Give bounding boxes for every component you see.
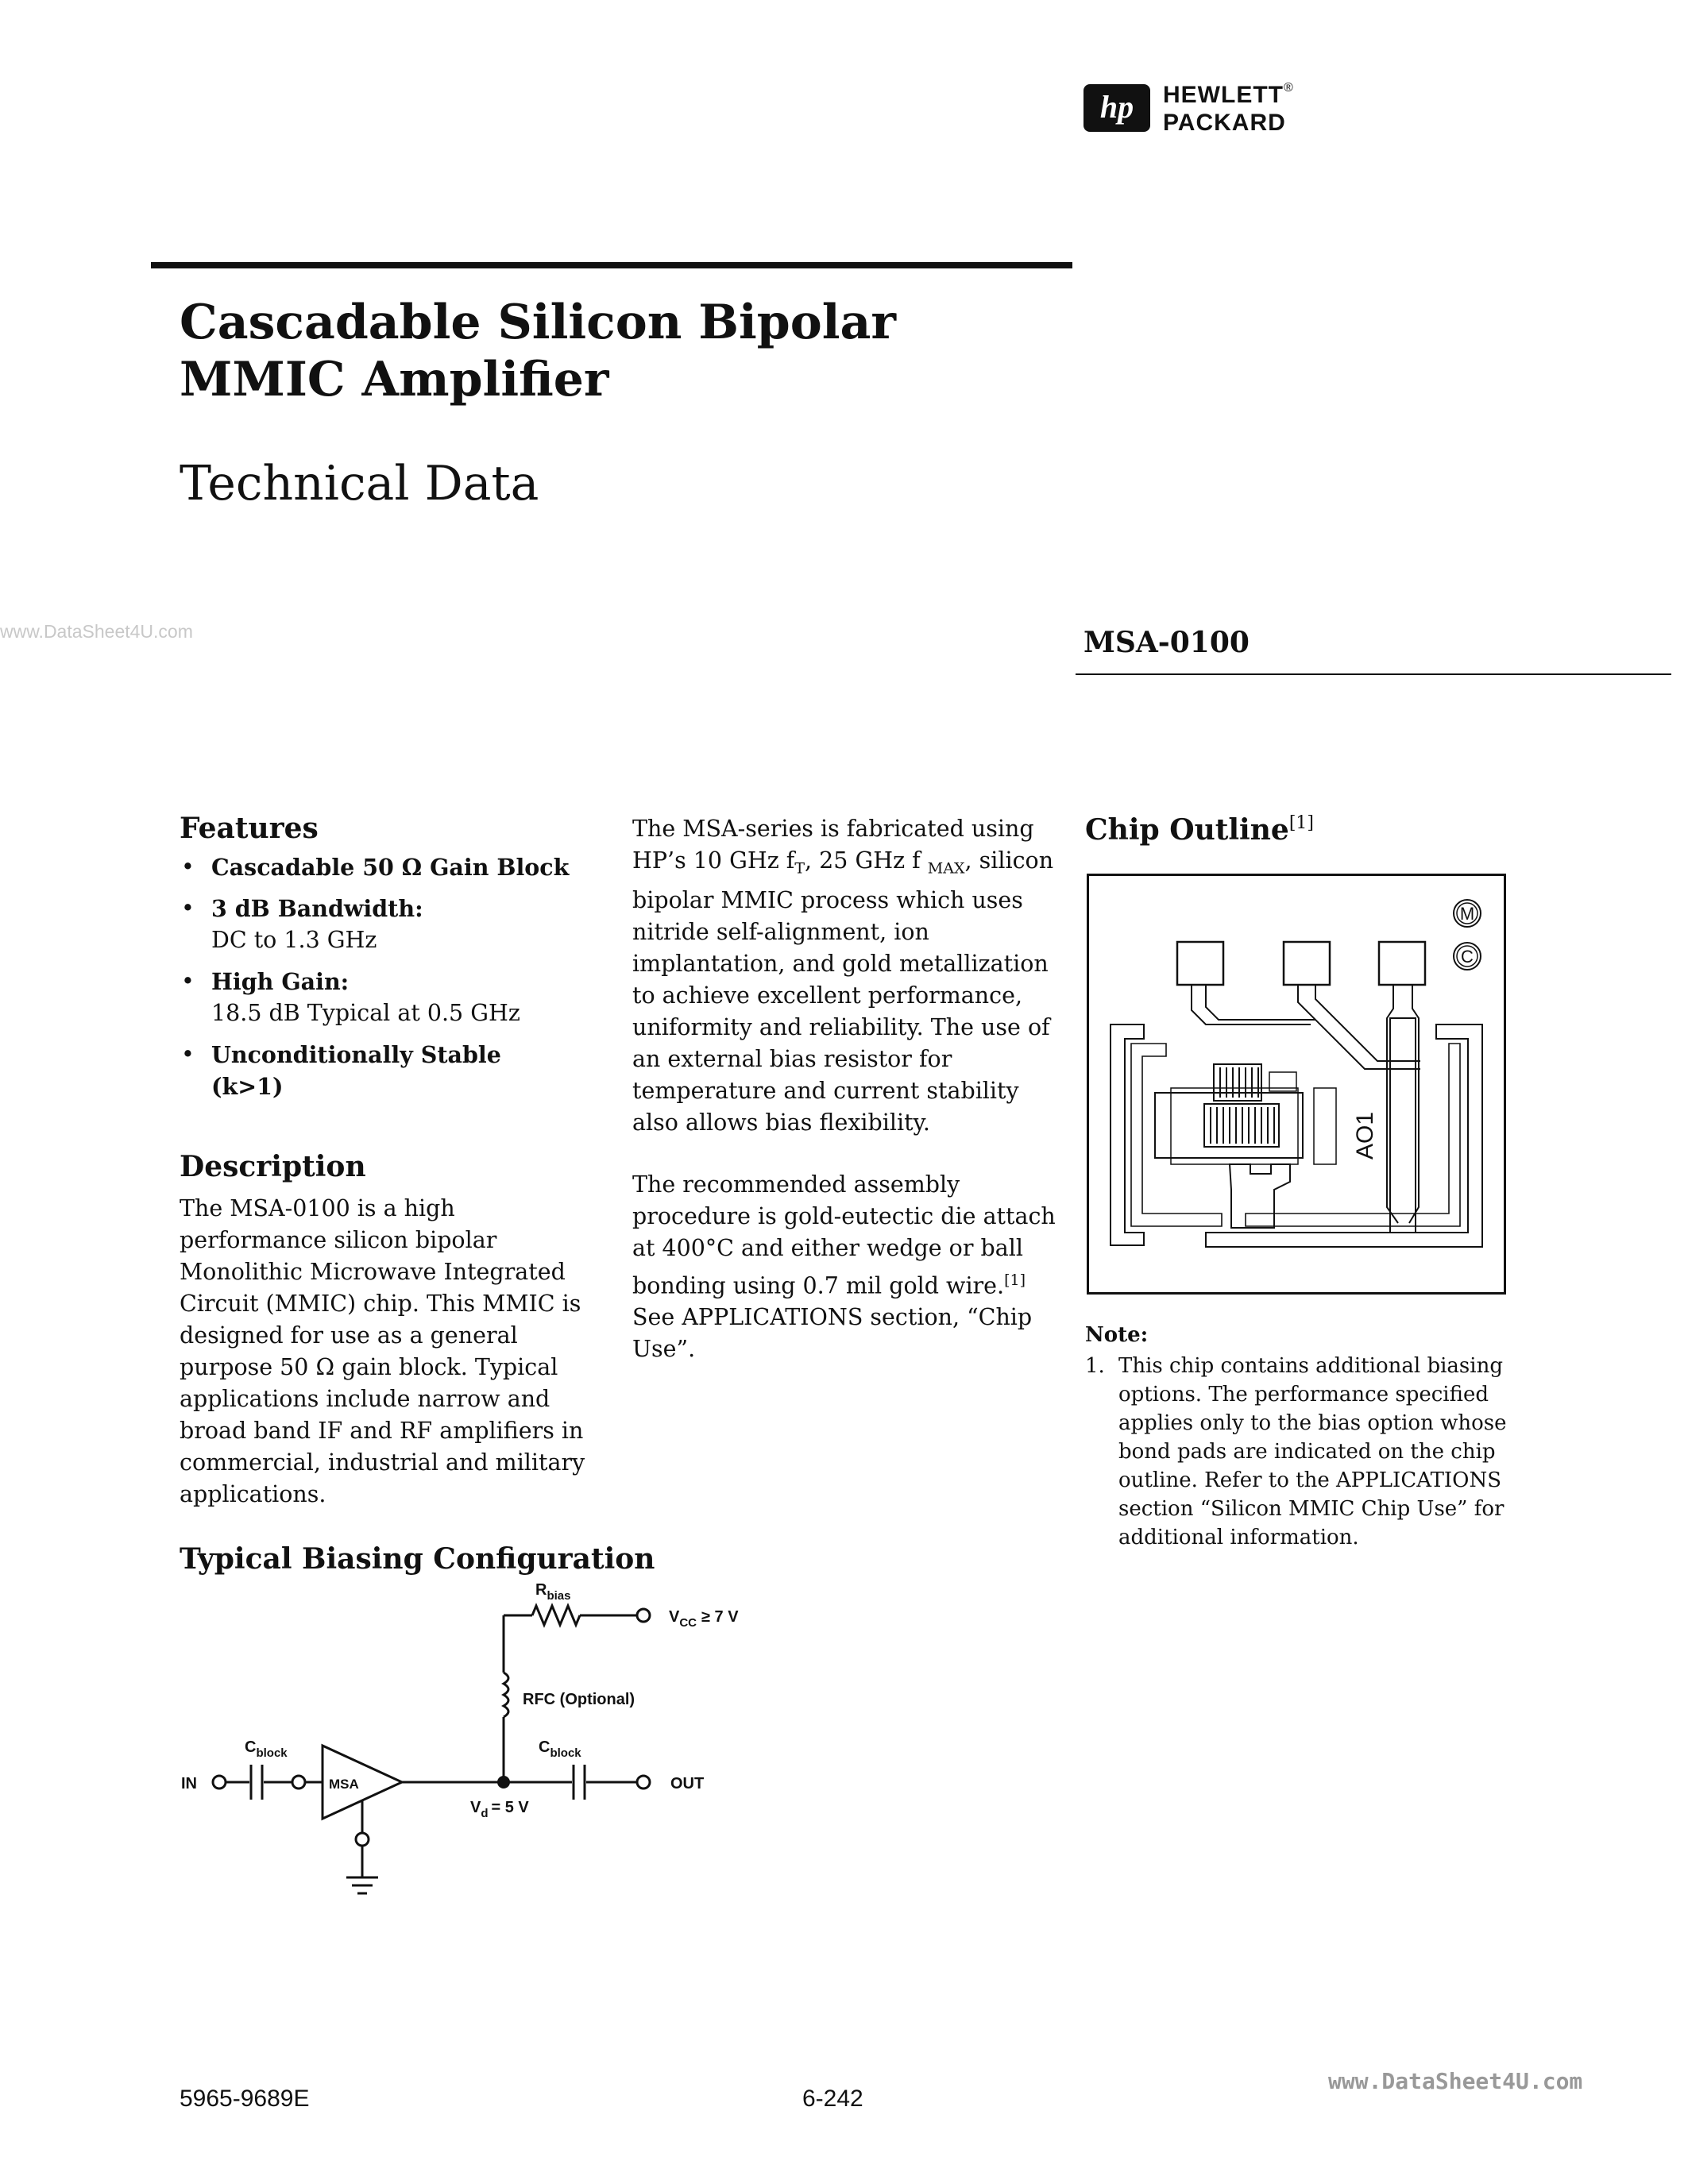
amp-label: MSA [329,1777,359,1792]
note-item [1085,1352,1514,1552]
rbias-label: $R_{bias}$ [535,1581,571,1603]
hp-logo [1083,79,1346,143]
reference-mark: [1] [1288,813,1314,833]
description-heading: Description [180,1150,366,1183]
bullet: • [181,1041,195,1067]
chip-mark-c: C [1461,947,1474,967]
part-number-rule [1076,673,1671,675]
rbias-resistor [532,1606,580,1625]
document-title [180,294,896,408]
feature-item [180,851,608,883]
watermark-left: www.DataSheet4U.com [0,621,193,642]
feature-main: 3 dB Bandwidth: [211,895,423,922]
document-subtitle: Technical Data [180,456,539,511]
brand-name-line2: PACKARD [1163,110,1286,136]
brand-name-line1: HEWLETT [1163,82,1284,108]
watermark-right: www.DataSheet4U.com [1328,2068,1583,2094]
feature-main: Cascadable 50 Ω Gain Block [211,854,570,881]
part-number: MSA-0100 [1083,626,1250,659]
feature-detail: DC to 1.3 GHz [211,927,377,953]
feature-item [180,893,608,956]
chip-mark-m: M [1459,904,1475,924]
feature-main: Unconditionally Stable [211,1041,501,1068]
chip-outline-heading: Chip Outline[1] [1085,813,1314,847]
registered-mark: ® [1283,81,1294,95]
reference-mark: [1] [1004,1271,1026,1289]
bullet: • [181,968,195,994]
vd-label: $V_d = 5$ V [470,1799,529,1820]
out-label: OUT [670,1775,705,1792]
page-number: 6-242 [802,2086,863,2112]
feature-list [180,851,608,1112]
out-terminal [637,1776,650,1788]
vd-node [497,1776,510,1788]
title-line1: Cascadable Silicon Bipolar [180,295,896,350]
feature-item [180,966,608,1029]
in-label: IN [181,1775,197,1792]
in-terminal [213,1776,226,1788]
title-line2: MMIC Amplifier [180,352,609,407]
chip-outline-drawing [1087,874,1506,1295]
note-number: 1. [1085,1354,1105,1378]
document-number: 5965-9689E [180,2086,310,2112]
paragraph: The recommended assembly procedure is gold-eutectic die attach at 400°C and either wedge or ball bonding using 0.7 mil gold wire.[1] See APPLICATIONS section, “Chip Use”. [632,1171,1056,1363]
biasing-heading: Typical Biasing Configuration [180,1542,655,1576]
feature-detail: (k>1) [211,1073,284,1100]
vcc-terminal [637,1609,650,1622]
chip-die-label: AO1 [1352,1111,1378,1160]
feature-detail: 18.5 dB Typical at 0.5 GHz [211,1000,520,1026]
bullet: • [181,895,195,921]
process-description [632,813,1061,1395]
rfc-inductor [504,1673,508,1717]
rfc-label: RFC (Optional) [523,1691,635,1708]
note-text: This chip contains additional biasing options. The performance specified applies only to the bias option whose bond pads are indicated on the chip outline. Refer to the APPLICATIONS section “Silicon MMIC Chip Use” for additional information. [1118,1354,1507,1549]
paragraph: The MSA-series is fabricated using HP’s 10 GHz $f_T$, 25 GHz f $_{MAX}$, silicon bipolar MMIC process which uses nitride self-alignment, ion implantation, and gold metallization to achieve excellent performance, uniformity and reliability. The use of an external bias resistor for temperature and current stability also allows bias flexibility. [632,816,1054,1136]
bullet: • [181,854,195,880]
description-text: The MSA-0100 is a high performance silicon bipolar Monolithic Microwave Integrated Circuit (MMIC) chip. This MMIC is designed for use as a general purpose 50 Ω gain block. Typical applications include narrow and broad band IF and RF amplifiers in commercial, industrial and military applications. [180,1195,585,1507]
cblock-out-label: $C_{block}$ [539,1738,581,1760]
note-title: Note: [1085,1323,1149,1347]
feature-item [180,1039,608,1102]
biasing-schematic [175,1580,778,1914]
hp-logo-mark: hp [1083,84,1150,132]
features-heading: Features [180,812,319,845]
title-rule [151,262,1072,268]
cblock-in-label: $C_{block}$ [245,1738,288,1760]
vcc-label: $V_{CC} \ge 7$ V [669,1608,739,1630]
feature-main: High Gain: [211,968,350,995]
